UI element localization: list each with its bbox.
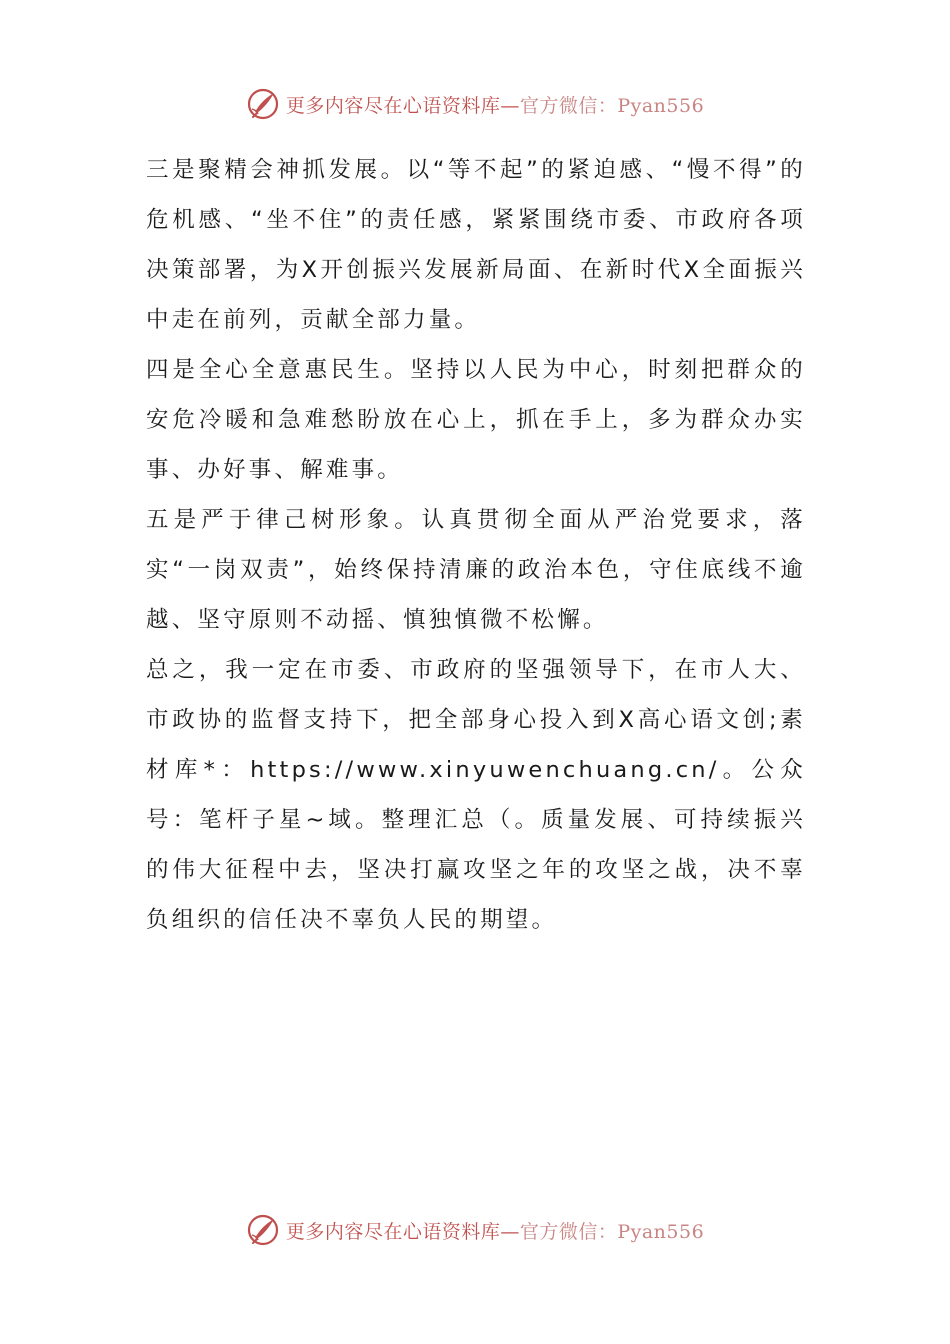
footer-banner-wechat: 官方微信：Pyan556	[519, 1220, 705, 1243]
header-banner	[0, 84, 950, 124]
document-body	[146, 145, 806, 945]
paragraph-livelihood: 四是全心全意惠民生。坚持以人民为中心，时刻把群众的安危冷暖和急难愁盼放在心上，抓在手上，多为群众办实事、办好事、解难事。	[146, 357, 806, 483]
paragraph-self-discipline: 五是严于律己树形象。认真贯彻全面从严治党要求，落实“一岗双责”，始终保持清廉的政治本色，守住底线不逾越、坚守原则不动摇、慎独慎微不松懈。	[146, 507, 806, 633]
paragraph-conclusion: 总之，我一定在市委、市政府的坚强领导下，在市人大、市政协的监督支持下，把全部身心投入到X高心语文创;素材库*：https://www.xinyuwenchuang.cn/。公众号：笔杆子星~域。整理汇总（。质量发展、可持续振兴的伟大征程中去，坚决打赢攻坚之年的攻坚之战，决不辜负组织的信任决不辜负人民的期望。	[146, 657, 806, 933]
footer-banner	[0, 1210, 950, 1250]
header-banner-text	[286, 91, 704, 118]
footer-banner-main: 更多内容尽在心语资料库—	[285, 1220, 520, 1243]
paragraph-development: 三是聚精会神抓发展。以“等不起”的紧迫感、“慢不得”的危机感、“坐不住”的责任感，紧紧围绕市委、市政府各项决策部署，为X开创振兴发展新局面、在新时代X全面振兴中走在前列，贡献全部力量。	[146, 157, 806, 333]
header-banner-wechat: 官方微信：Pyan556	[519, 94, 705, 117]
quill-pen-logo-icon	[246, 87, 280, 121]
header-banner-main: 更多内容尽在心语资料库—	[285, 94, 520, 117]
quill-pen-logo-icon	[246, 1213, 280, 1247]
footer-banner-text	[286, 1217, 704, 1244]
